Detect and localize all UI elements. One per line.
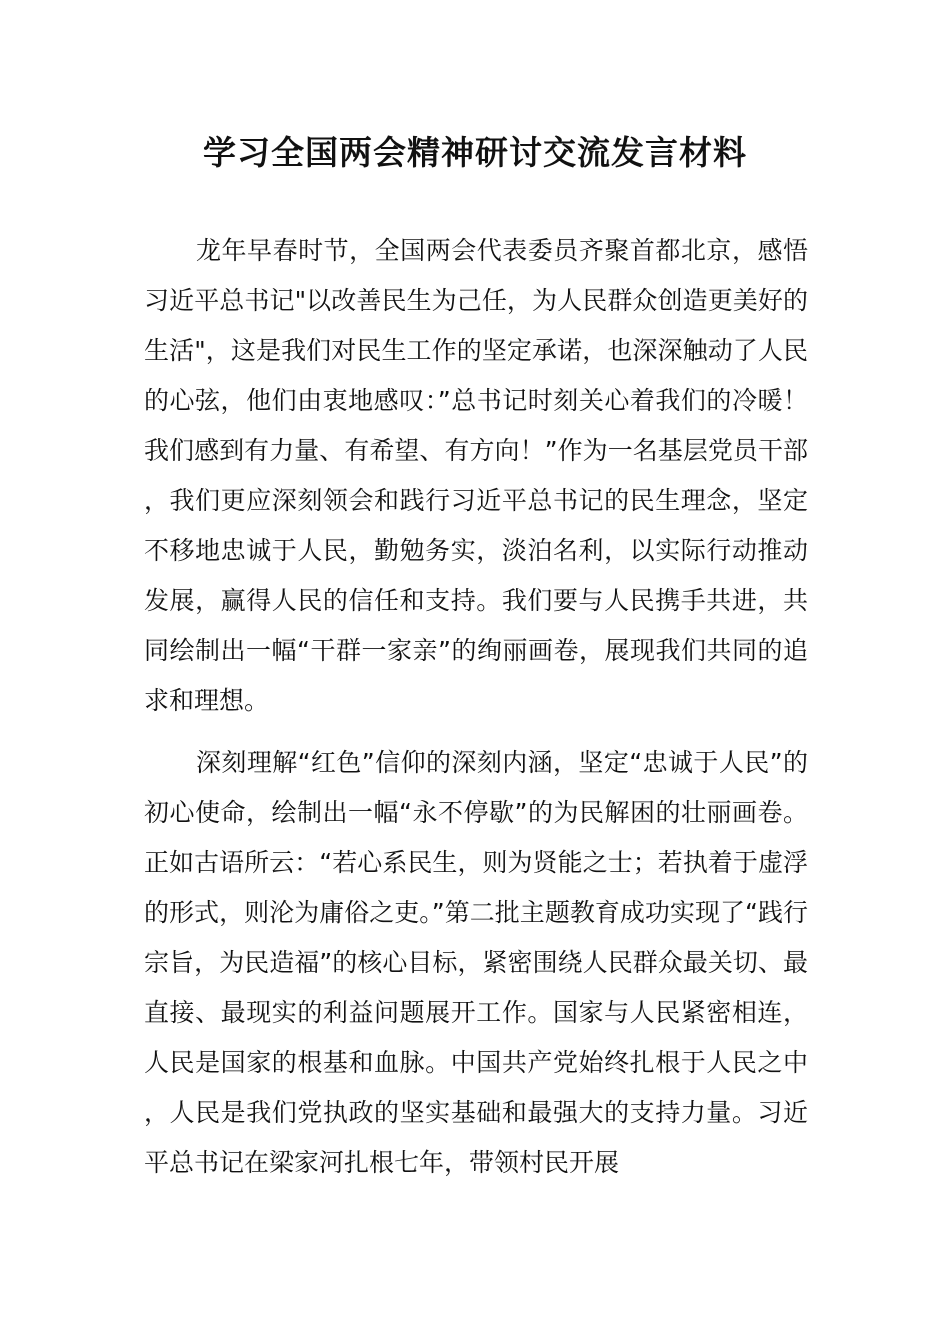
- paragraph-1: 龙年早春时节，全国两会代表委员齐聚首都北京，感悟习近平总书记"以改善民生为己任，为人民群众创造更美好的生活"，这是我们对民生工作的坚定承诺，也深深触动了人民的心弦，他们由衷地感叹：”总书记时刻关心着我们的冷暖！我们感到有力量、有希望、有方向！”作为一名基层党员干部，我们更应深刻领会和践行习近平总书记的民生理念，坚定不移地忠诚于人民，勤勉务实，淡泊名利，以实际行动推动发展，赢得人民的信任和支持。我们要与人民携手共进，共同绘制出一幅“干群一家亲”的绚丽画卷，展现我们共同的追求和理想。: [144, 236, 808, 715]
- document-body: [144, 226, 808, 1200]
- document-title: 学习全国两会精神研讨交流发言材料: [203, 133, 747, 172]
- paragraph-2: 深刻理解“红色”信仰的深刻内涵，坚定“忠诚于人民”的初心使命，绘制出一幅“永不停歇”的为民解困的壮丽画卷。正如古语所云：“若心系民生，则为贤能之士；若执着于虚浮的形式，则沦为庸俗之吏。”第二批主题教育成功实现了“践行宗旨，为民造福”的核心目标，紧密围绕人民群众最关切、最直接、最现实的利益问题展开工作。国家与人民紧密相连，人民是国家的根基和血脉。中国共产党始终扎根于人民之中，人民是我们党执政的坚实基础和最强大的支持力量。习近平总书记在梁家河扎根七年，带领村民开展: [144, 748, 808, 1177]
